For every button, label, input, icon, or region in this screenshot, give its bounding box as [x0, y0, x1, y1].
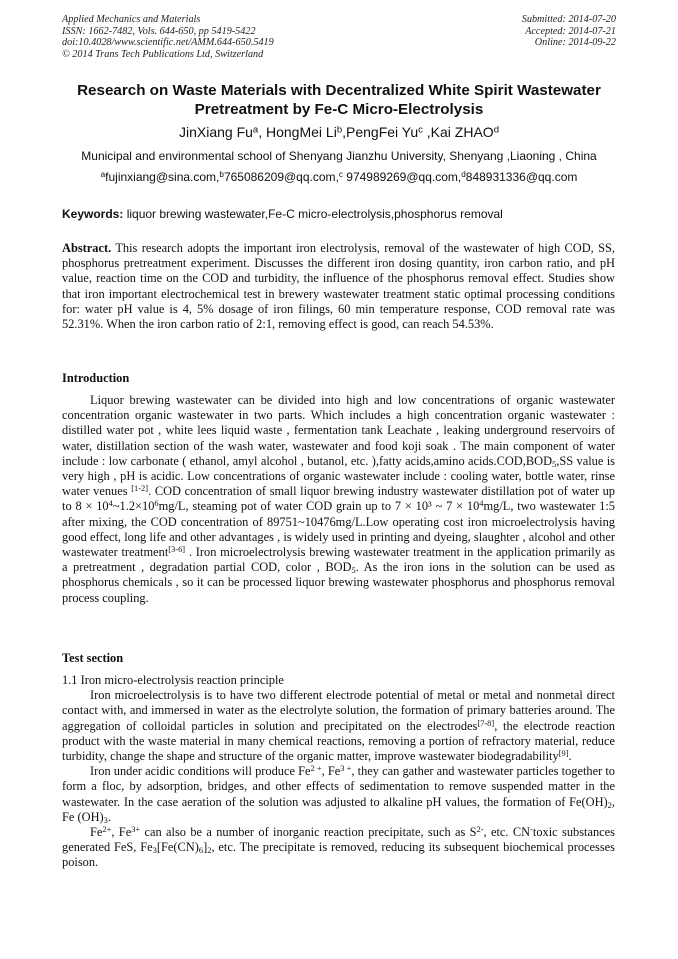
superscript: 3+ [131, 823, 141, 834]
email-superscript: a [100, 169, 106, 179]
journal-header [62, 14, 274, 60]
journal-issn: ISSN: 1662-7482, Vols. 644-650, pp 5419-5422 [62, 25, 256, 37]
subscript: 6 [198, 845, 204, 856]
dates-header [522, 14, 616, 49]
journal-copyright: © 2014 Trans Tech Publications Ltd, Switzerland [62, 48, 264, 60]
author-list [40, 123, 638, 141]
abstract [62, 241, 615, 332]
author-name: ,PengFei Yu [342, 124, 419, 140]
text-run: , Fe [321, 764, 341, 779]
text-run: ] [203, 840, 208, 855]
superscript: 3 + [340, 763, 352, 774]
accepted-date: Accepted: 2014-07-21 [525, 25, 616, 37]
test-section-body [62, 673, 615, 871]
text-run: , Fe [111, 825, 132, 840]
text-run: , Fe (OH) [62, 794, 615, 824]
keywords [62, 207, 622, 222]
author-superscript: b [336, 124, 343, 136]
test-paragraph [62, 688, 615, 764]
superscript: 2- [476, 823, 484, 834]
title-line-1: Research on Waste Materials with Decentralized White Spirit Wastewater [77, 82, 601, 99]
subscript: 5 [351, 565, 356, 576]
text-run: , etc. CN [483, 825, 531, 840]
text-run: Iron microelectrolysis is to have two different electrode potential of metal or metal and nonmetal direct contact with, and immersed in water as the electrolyte solution, the formation of primary batteries around. The aggregation of colloidal particles in solution and precipitated on the electrodes [62, 688, 615, 733]
superscript: 4 [479, 498, 484, 509]
author-name: , HongMei Li [258, 124, 337, 140]
submitted-date: Submitted: 2014-07-20 [521, 14, 616, 25]
text-run: . As the iron ions in the solution can be used as phosphorus chemicals , so it can be processed liquor brewing wastewater phosphorus and phosphorus removal process coupling. [62, 560, 615, 605]
journal-name: Applied Mechanics and Materials [62, 14, 201, 25]
text-run: . Iron microelectrolysis brewing wastewater treatment in the application primarily as a pretreatment , degradation partial COD, color , BOD [62, 545, 615, 575]
abstract-text: This research adopts the important iron electrolysis, removal of the wastewater of high COD, SS, phosphorus pretreatment experiment. Discusses the different iron dosing quantity, iron carbon ratio, and pH value, reaction time on the COD and turbidity, the influence of the phosphorus removal effect. Studies show that iron important electrochemical test in brewery wastewater treatment static optimal processing conditions for: water pH value is 4, 5% dosage of iron filings, 60 min temperature response, COD removal rate was 52.31%. When the iron carbon ratio of 2:1, removing effect is good, can reach 54.53%. [62, 241, 615, 332]
citation-ref[interactable]: [3-6] [168, 543, 186, 554]
superscript: 6 [154, 498, 159, 509]
keywords-label: Keywords: [62, 207, 124, 221]
citation-ref[interactable]: [1-2] [131, 483, 149, 494]
text-run: . [107, 809, 111, 824]
text-run: [Fe(CN) [156, 840, 199, 855]
superscript: - [530, 823, 533, 834]
keywords-text: liquor brewing wastewater,Fe-C micro-electrolysis,phosphorus removal [123, 207, 503, 221]
test-paragraph [62, 764, 615, 825]
online-date: Online: 2014-09-22 [534, 37, 616, 48]
email-superscript: d [461, 169, 466, 179]
text-run: . [568, 749, 572, 764]
citation-ref[interactable]: [7-8] [477, 717, 495, 728]
author-superscript: c [418, 124, 423, 136]
email-superscript: c [338, 169, 343, 179]
affiliation: Municipal and environmental school of Shenyang Jianzhu University, Shenyang ,Liaoning , China [81, 149, 597, 163]
citation-ref[interactable]: [9] [558, 747, 569, 758]
text-run: Liquor brewing wastewater can be divided into high and low concentrations of organic wastewater concentration organic wastewater in two parts. Which includes a high concentration organic wastewater : distilled water pot , white lees liquid waste , fermentation tank Leachate , leaking underground reservoirs of water, distillation section of the wash water, wastewater and food koji soak . The main component of water include : low carbonate ( ethanol, amyl alcohol , butanol, etc. ),fatty acids,amino acids.COD,BOD [62, 393, 615, 468]
text-run: , etc. The precipitate is removed, reducing its subsequent biochemical processes poison. [62, 840, 615, 870]
paper-title [40, 81, 638, 119]
test-paragraph [62, 825, 615, 871]
introduction-body [62, 393, 615, 606]
email-address[interactable]: 848931336@qq.com [465, 170, 578, 184]
text-run: , the electrode reaction product with the waste material in many chemical reactions, removing a portion of refractory material, reduce turbidity, change the shape and structure of the organic matter, improve wastewater biodegradability [62, 718, 615, 764]
author-name: ,Kai ZHAO [422, 124, 494, 140]
email-address[interactable]: 765086209@qq.com, [223, 170, 339, 184]
text-run: toxic substances generated FeS, Fe [62, 825, 615, 855]
test-section-heading: Test section [62, 651, 124, 665]
subscript: 2 [607, 799, 612, 810]
text-run: can also be a number of inorganic reaction precipitate, such as S [140, 825, 477, 840]
text-run: . COD concentration of small liquor brewing industry wastewater distillation pot of water up to 8 × 10 [62, 484, 615, 514]
text-run: Fe [90, 825, 103, 840]
superscript: 2 + [310, 763, 322, 774]
email-superscript: b [219, 169, 224, 179]
journal-doi[interactable]: doi:10.4028/www.scientific.net/AMM.644-650.5419 [62, 37, 274, 48]
text-run: , they can gather and wastewater particles together to form a floc, by adsorption, bridges, and other effects of sedimentation to remove suspended matter in the wastewater. In the case aeration of the solution was adjusted to alkaline pH values, the formation of Fe(OH) [62, 764, 616, 809]
email-list [20, 170, 658, 185]
author-name: JinXiang Fu [178, 124, 253, 140]
subscript: 3 [103, 814, 108, 825]
subscript: 3 [152, 845, 157, 856]
email-address[interactable]: fujinxiang@sina.com, [105, 170, 220, 184]
subscript: 2 [207, 845, 212, 856]
title-line-2: Pretreatment by Fe-C Micro-Electrolysis [194, 101, 484, 118]
introduction-heading: Introduction [62, 371, 130, 385]
text-run: mg/L, two wastewater 1:5 after mixing, the COD concentration of 89751~10476mg/L.Low operating cost iron microelectrolysis having good effect, long life and other advantages , is widely used in printing and dyeing, slaughter , alcohol and other wastewater treatment [62, 499, 615, 560]
text-run: ~1.2×10 [112, 499, 155, 514]
author-superscript: d [493, 124, 499, 136]
text-run: mg/L, steaming pot of water COD grain up to 7 × 10³ ~ 7 × 10 [158, 499, 480, 514]
subsection-heading: 1.1 Iron micro-electrolysis reaction principle [62, 673, 284, 687]
superscript: 2+ [102, 823, 112, 834]
abstract-label: Abstract. [62, 241, 112, 255]
author-superscript: a [252, 124, 259, 136]
email-address[interactable]: 974989269@qq.com, [342, 170, 462, 184]
text-run: Iron under acidic conditions will produce Fe [90, 764, 311, 779]
superscript: 4 [108, 498, 113, 509]
subscript: 5 [552, 458, 557, 469]
introduction-paragraph [62, 393, 615, 606]
text-run: ,SS value is very high , pH is acidic. Low concentrations of organic wastewater include : cooling water, bottle water, rinse water venues [62, 453, 615, 499]
